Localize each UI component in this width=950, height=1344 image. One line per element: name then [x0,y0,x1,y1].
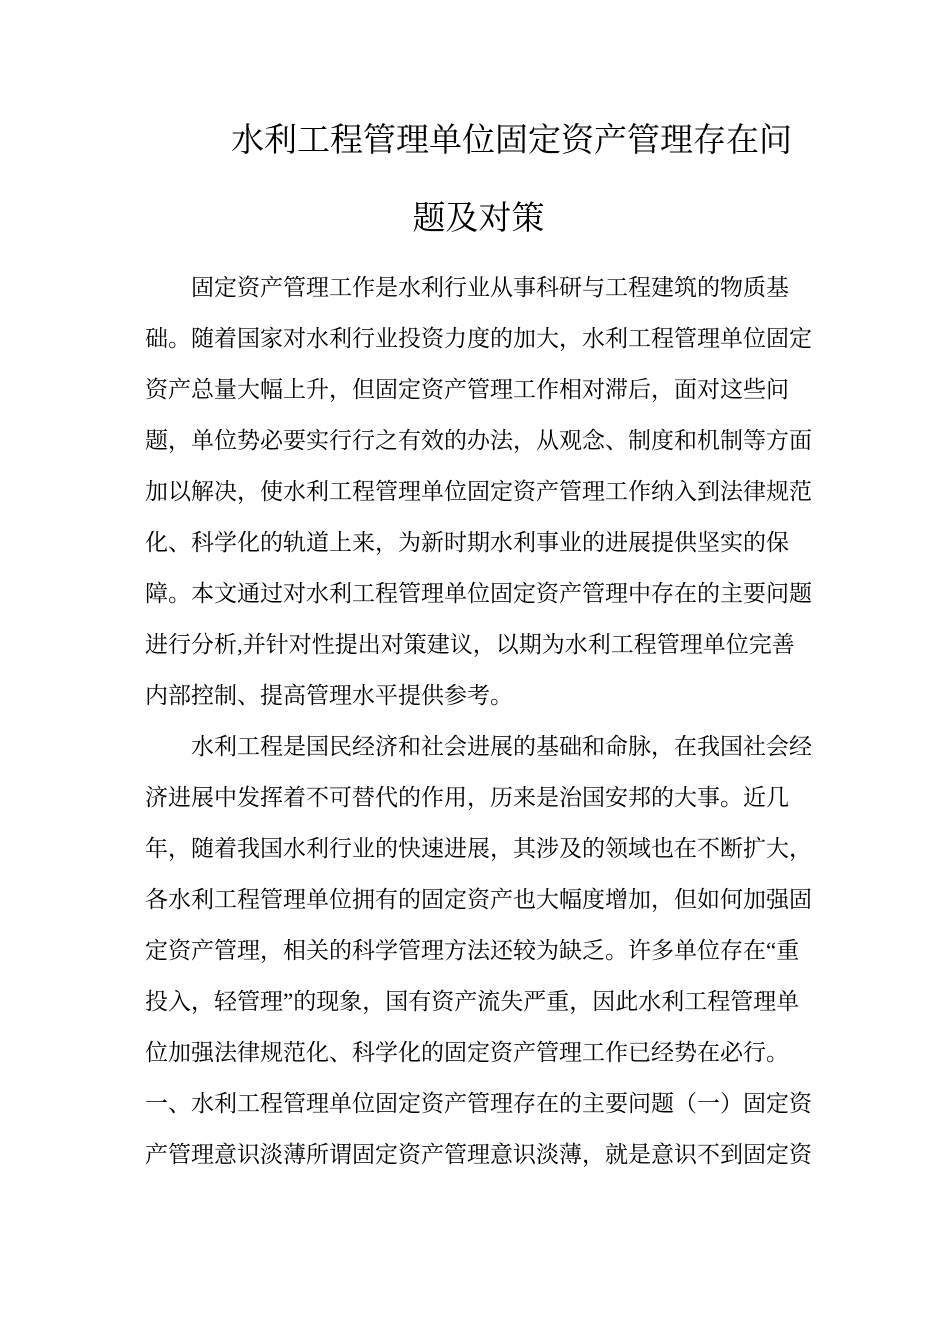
document-title [145,102,812,258]
document-body [145,262,845,1180]
paragraph-line: 水利工程是国民经济和社会进展的基础和命脉，在我国社会经 [191,734,812,759]
paragraph-line: 各水利工程管理单位拥有的固定资产也大幅度增加，但如何加强固 [145,887,812,912]
paragraph-line: 题，单位势必要实行行之有效的办法，从观念、制度和机制等方面 [145,428,812,453]
paragraph-line: 内部控制、提高管理水平提供参考。 [145,683,513,708]
paragraph-line: 障。本文通过对水利工程管理单位固定资产管理中存在的主要问题 [145,581,812,606]
title-line: 题及对策 [412,201,545,237]
paragraph-line: 资产总量大幅上升，但固定资产管理工作相对滞后，面对这些问 [145,377,789,402]
paragraph-line: 济进展中发挥着不可替代的作用，历来是治国安邦的大事。近几 [145,785,789,810]
paragraph-line: 位加强法律规范化、科学化的固定资产管理工作已经势在必行。 [145,1040,789,1065]
paragraph-line: 投入，轻管理”的现象，国有资产流失严重，因此水利工程管理单 [145,989,800,1014]
paragraph-line: 固定资产管理工作是水利行业从事科研与工程建筑的物质基 [191,275,789,300]
paragraph-line: 一、水利工程管理单位固定资产管理存在的主要问题（一）固定资 [145,1091,812,1116]
paragraph-line: 进行分析,并针对性提出对策建议，以期为水利工程管理单位完善 [145,632,795,657]
paragraph-line: 加以解决，使水利工程管理单位固定资产管理工作纳入到法律规范 [145,479,812,504]
title-line: 水利工程管理单位固定资产管理存在问 [231,123,792,159]
paragraph-line: 础。随着国家对水利行业投资力度的加大，水利工程管理单位固定 [145,326,812,351]
paragraph-line: 年，随着我国水利行业的快速进展，其涉及的领域也在不断扩大， [145,836,812,861]
paragraph-line: 定资产管理，相关的科学管理方法还较为缺乏。许多单位存在“重 [145,938,800,963]
paragraph-line: 化、科学化的轨道上来，为新时期水利事业的进展提供坚实的保 [145,530,789,555]
paragraph-line: 产管理意识淡薄所谓固定资产管理意识淡薄，就是意识不到固定资 [145,1142,812,1167]
